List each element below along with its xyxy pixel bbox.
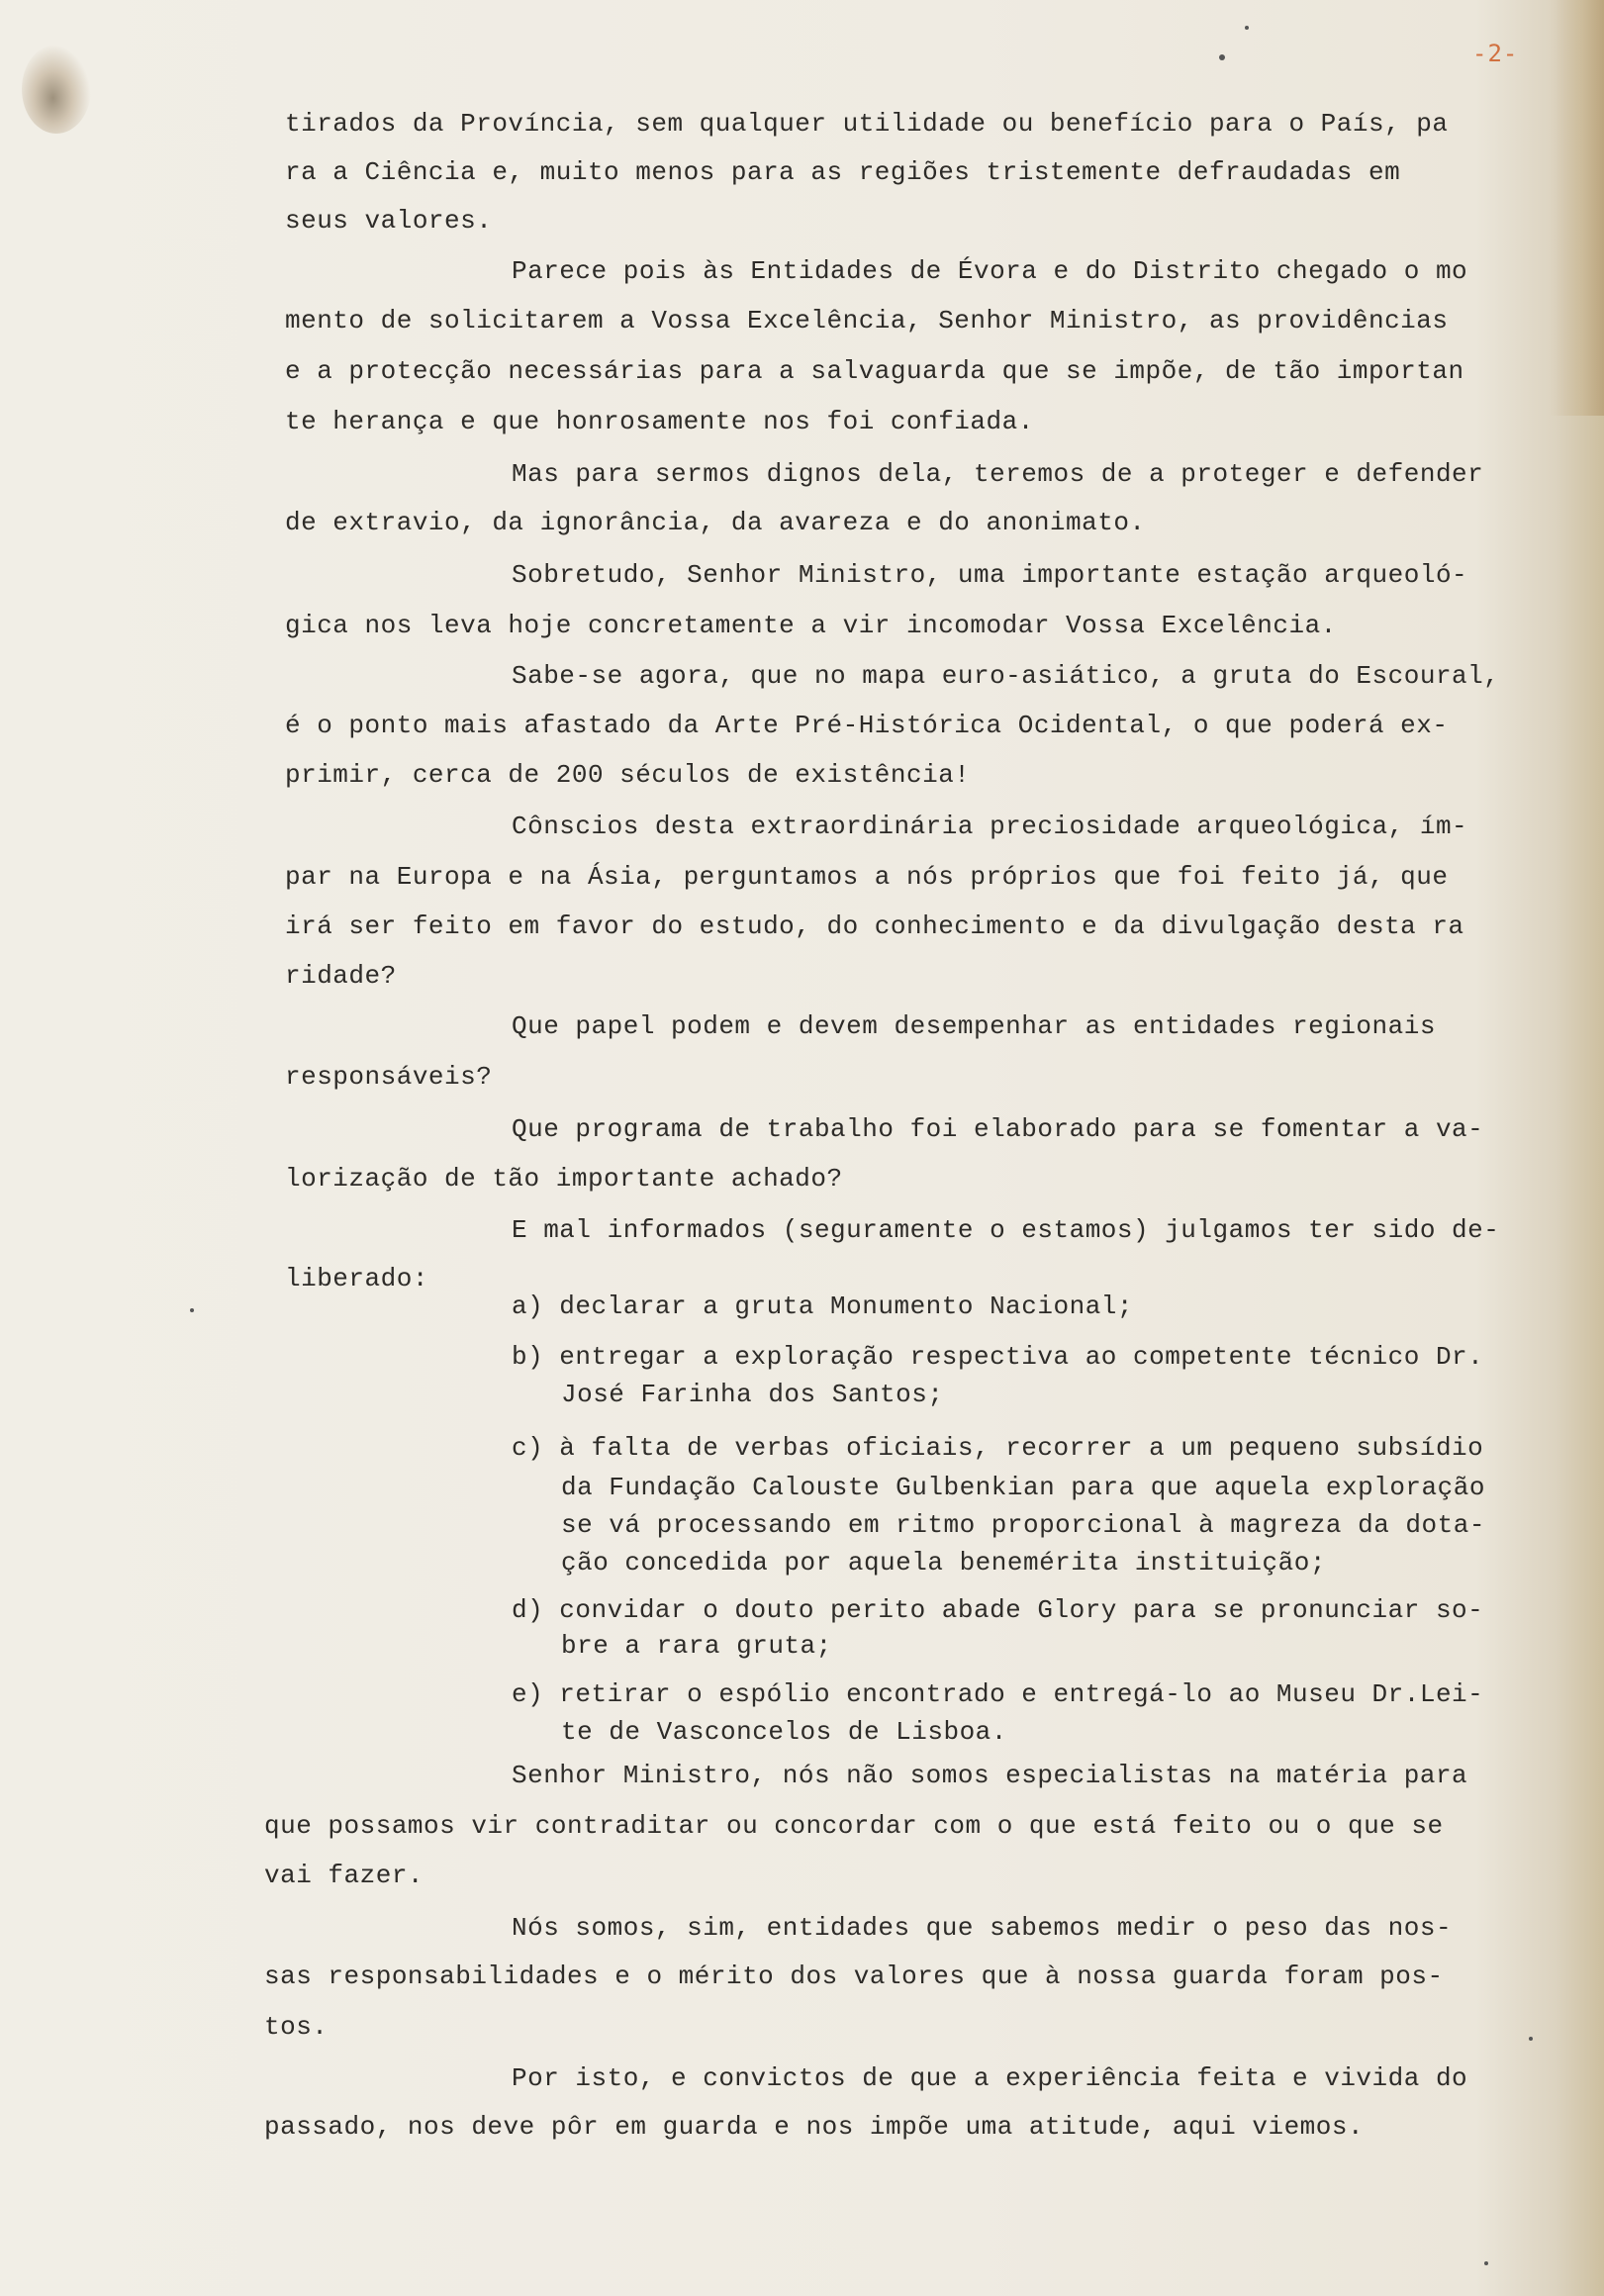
list-item-b-cont: José Farinha dos Santos; (561, 1380, 944, 1409)
text-line: e a protecção necessárias para a salvaguarda que se impõe, de tão importan (285, 356, 1464, 386)
text-line: primir, cerca de 200 séculos de existência! (285, 760, 971, 790)
text-line: tirados da Província, sem qualquer utilidade ou benefício para o País, pa (285, 109, 1449, 139)
ink-speck (1529, 2037, 1533, 2041)
text-line: tos. (264, 2012, 329, 2042)
text-line: Por isto, e convictos de que a experiência feita e vivida do (512, 2063, 1468, 2093)
list-item-c-cont: se vá processando em ritmo proporcional à magreza da dota- (561, 1510, 1485, 1540)
list-item-c: c) à falta de verbas oficiais, recorrer a um pequeno subsídio (512, 1433, 1484, 1463)
text-line: Sobretudo, Senhor Ministro, uma importante estação arqueoló- (512, 560, 1468, 590)
text-line: é o ponto mais afastado da Arte Pré-Histórica Ocidental, o que poderá ex- (285, 711, 1449, 740)
text-line: que possamos vir contraditar ou concordar com o que está feito ou o que se (264, 1811, 1444, 1841)
text-line: liberado: (285, 1264, 428, 1293)
text-line: Que papel podem e devem desempenhar as entidades regionais (512, 1011, 1436, 1041)
text-line: Parece pois às Entidades de Évora e do Distrito chegado o mo (512, 256, 1468, 286)
text-line: vai fazer. (264, 1861, 425, 1890)
list-item-a: a) declarar a gruta Monumento Nacional; (512, 1292, 1133, 1321)
text-line: passado, nos deve pôr em guarda e nos impõe uma atitude, aqui viemos. (264, 2112, 1365, 2142)
corner-stain (22, 45, 91, 134)
list-item-d-cont: bre a rara gruta; (561, 1631, 832, 1661)
list-item-c-cont: ção concedida por aquela benemérita instituição; (561, 1548, 1326, 1578)
text-line: gica nos leva hoje concretamente a vir incomodar Vossa Excelência. (285, 611, 1337, 640)
list-item-b: b) entregar a exploração respectiva ao competente técnico Dr. (512, 1342, 1484, 1372)
list-item-d: d) convidar o douto perito abade Glory para se pronunciar so- (512, 1595, 1484, 1625)
text-line: responsáveis? (285, 1062, 493, 1092)
text-line: seus valores. (285, 206, 493, 236)
text-line: ra a Ciência e, muito menos para as regiões tristemente defraudadas em (285, 157, 1401, 187)
paper-edge-stain (1550, 0, 1604, 416)
text-line: par na Europa e na Ásia, perguntamos a nós próprios que foi feito já, que (285, 862, 1449, 892)
text-line: sas responsabilidades e o mérito dos valores que à nossa guarda foram pos- (264, 1961, 1444, 1991)
text-line: Senhor Ministro, nós não somos especialistas na matéria para (512, 1761, 1468, 1790)
text-line: Que programa de trabalho foi elaborado para se fomentar a va- (512, 1114, 1484, 1144)
ink-speck (1484, 2261, 1488, 2265)
list-item-e-cont: te de Vasconcelos de Lisboa. (561, 1717, 1007, 1747)
list-item-e: e) retirar o espólio encontrado e entregá-lo ao Museu Dr.Lei- (512, 1679, 1484, 1709)
ink-speck (1219, 54, 1225, 60)
ink-speck (190, 1308, 194, 1312)
text-line: Mas para sermos dignos dela, teremos de a proteger e defender (512, 459, 1484, 489)
page-number: -2- (1472, 40, 1519, 67)
text-line: lorização de tão importante achado? (285, 1164, 843, 1194)
text-line: irá ser feito em favor do estudo, do conhecimento e da divulgação desta ra (285, 911, 1464, 941)
text-line: mento de solicitarem a Vossa Excelência, Senhor Ministro, as providências (285, 306, 1449, 335)
text-line: de extravio, da ignorância, da avareza e do anonimato. (285, 508, 1146, 537)
list-item-c-cont: da Fundação Calouste Gulbenkian para que aquela exploração (561, 1473, 1485, 1502)
text-line: Sabe-se agora, que no mapa euro-asiático, a gruta do Escoural, (512, 661, 1500, 691)
text-line: Cônscios desta extraordinária preciosidade arqueológica, ím- (512, 812, 1468, 841)
text-line: E mal informados (seguramente o estamos) julgamos ter sido de- (512, 1215, 1500, 1245)
text-line: ridade? (285, 961, 397, 991)
ink-speck (1245, 26, 1249, 30)
text-line: te herança e que honrosamente nos foi confiada. (285, 407, 1034, 436)
text-line: Nós somos, sim, entidades que sabemos medir o peso das nos- (512, 1913, 1453, 1943)
